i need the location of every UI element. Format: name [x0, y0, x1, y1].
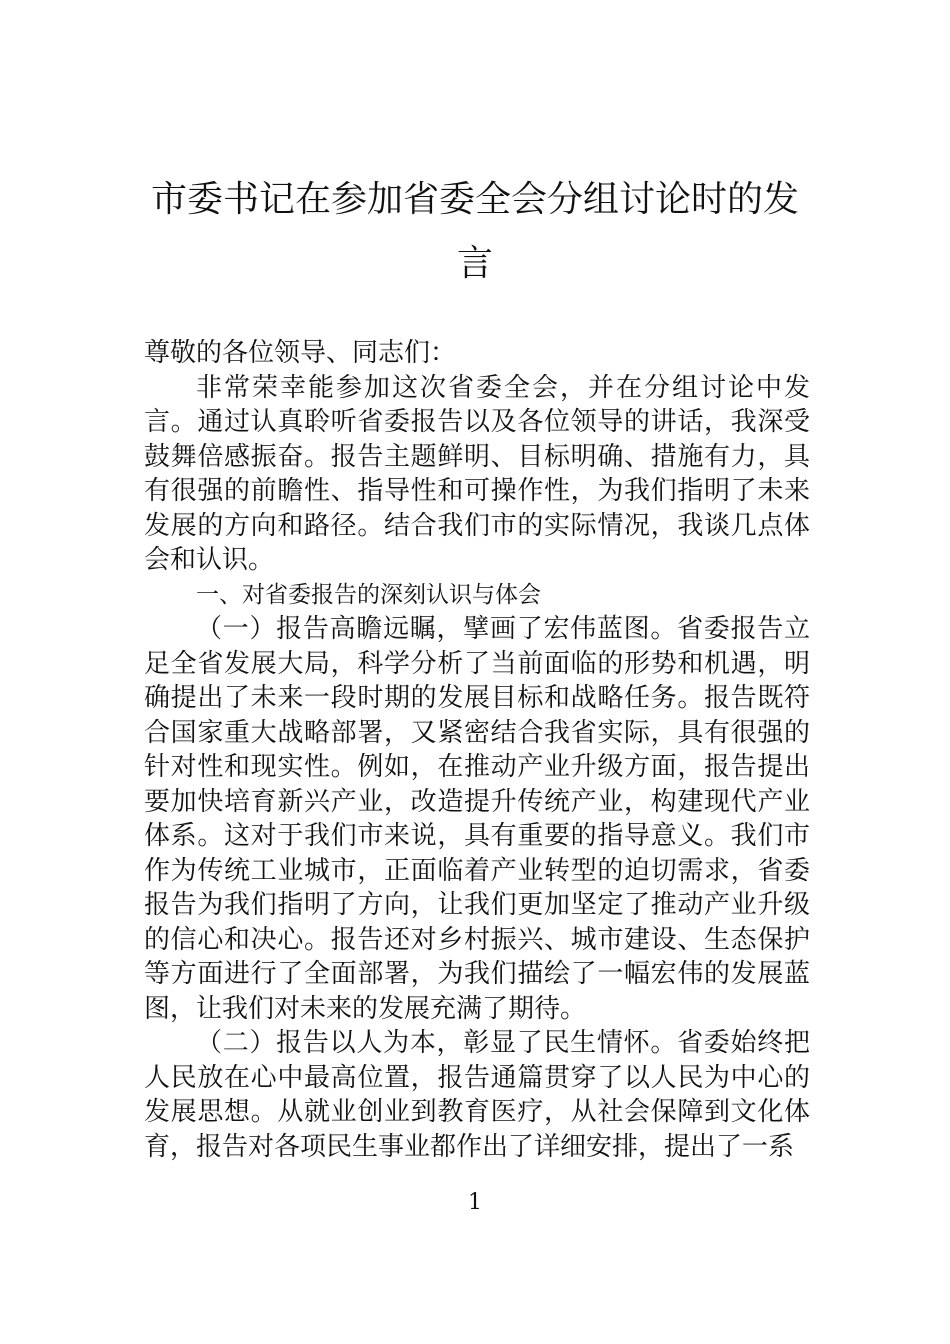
- section-paragraph-1: （一）报告高瞻远瞩，擘画了宏伟蓝图。省委报告立足全省发展大局，科学分析了当前面临的形势和机遇，明确提出了未来一段时期的发展目标和战略任务。报告既符合国家重大战略部署，又紧密结合我省实际，具有很强的针对性和现实性。例如，在推动产业升级方面，报告提出要加快培育新兴产业，改造提升传统产业，构建现代产业体系。这对于我们市来说，具有重要的指导意义。我们市作为传统工业城市，正面临着产业转型的迫切需求，省委报告为我们指明了方向，让我们更加坚定了推动产业升级的信心和决心。报告还对乡村振兴、城市建设、生态保护等方面进行了全面部署，为我们描绘了一幅宏伟的发展蓝图，让我们对未来的发展充满了期待。: [144, 614, 810, 1024]
- section-paragraph-2: （二）报告以人为本，彰显了民生情怀。省委始终把人民放在心中最高位置，报告通篇贯穿了以人民为中心的发展思想。从就业创业到教育医疗，从社会保障到文化体育，报告对各项民生事业都作出了详细安排，提出了一系: [144, 1028, 810, 1162]
- salutation: 尊敬的各位领导、同志们：: [144, 338, 457, 368]
- document-title: 市委书记在参加省委全会分组讨论时的发言: [150, 179, 799, 284]
- document-body: [144, 336, 810, 1164]
- intro-paragraph: 非常荣幸能参加这次省委全会，并在分组讨论中发言。通过认真聆听省委报告以及各位领导的讲话，我深受鼓舞倍感振奋。报告主题鲜明、目标明确、措施有力，具有很强的前瞻性、指导性和可操作性，为我们指明了未来发展的方向和路径。结合我们市的实际情况，我谈几点体会和认识。: [144, 372, 810, 575]
- section-heading: 一、对省委报告的深刻认识与体会: [196, 581, 541, 608]
- page-number: 1: [468, 1190, 482, 1215]
